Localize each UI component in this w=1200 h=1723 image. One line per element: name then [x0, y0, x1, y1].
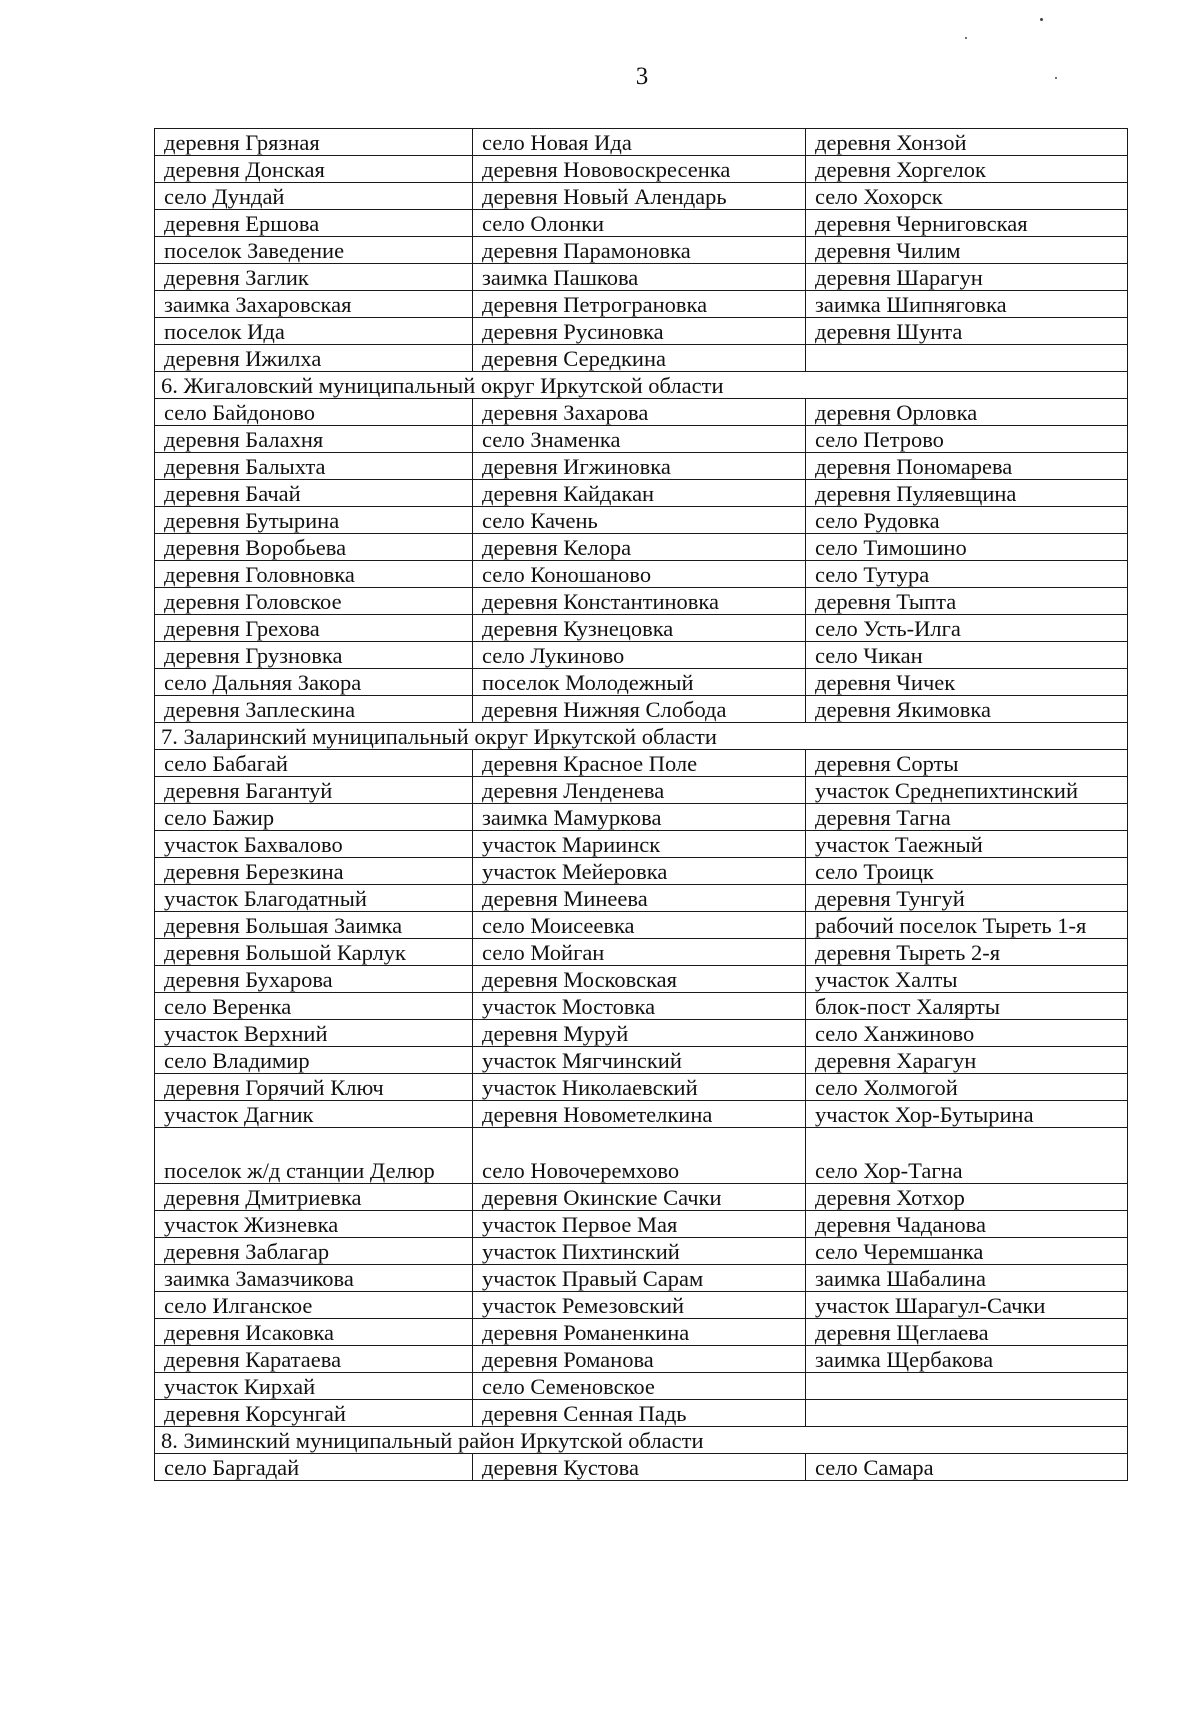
settlement-cell: деревня Большая Заимка	[155, 912, 473, 939]
settlement-cell: село Новочеремхово	[473, 1128, 806, 1184]
table-row	[155, 1184, 1128, 1211]
settlement-cell: деревня Середкина	[473, 345, 806, 372]
settlement-cell: деревня Тыпта	[806, 588, 1128, 615]
settlement-cell: село Мойган	[473, 939, 806, 966]
settlement-cell: деревня Минеева	[473, 885, 806, 912]
settlement-cell: деревня Харагун	[806, 1047, 1128, 1074]
table-row	[155, 156, 1128, 183]
settlement-cell: деревня Балыхта	[155, 453, 473, 480]
table-row	[155, 318, 1128, 345]
settlement-cell: село Ханжиново	[806, 1020, 1128, 1047]
settlement-cell: деревня Чичек	[806, 669, 1128, 696]
settlement-cell: село Знаменка	[473, 426, 806, 453]
settlement-cell: деревня Новый Алендарь	[473, 183, 806, 210]
section-heading: 7. Заларинский муниципальный округ Иркутской области	[155, 723, 1128, 750]
settlement-cell: деревня Чаданова	[806, 1211, 1128, 1238]
settlement-cell: село Усть-Илга	[806, 615, 1128, 642]
table-row	[155, 831, 1128, 858]
settlement-cell: село Владимир	[155, 1047, 473, 1074]
settlement-cell: деревня Пуляевщина	[806, 480, 1128, 507]
settlement-cell: деревня Хонзой	[806, 129, 1128, 156]
settlement-cell: село Холмогой	[806, 1074, 1128, 1101]
settlement-cell: деревня Тыреть 2-я	[806, 939, 1128, 966]
table-row	[155, 345, 1128, 372]
settlement-cell: деревня Большой Карлук	[155, 939, 473, 966]
settlement-cell: деревня Дмитриевка	[155, 1184, 473, 1211]
settlement-cell: участок Кирхай	[155, 1373, 473, 1400]
table-row	[155, 1101, 1128, 1128]
settlement-cell: деревня Черниговская	[806, 210, 1128, 237]
table-row	[155, 1238, 1128, 1265]
settlement-cell: поселок Заведение	[155, 237, 473, 264]
settlement-cell: заимка Щербакова	[806, 1346, 1128, 1373]
settlement-cell: село Троицк	[806, 858, 1128, 885]
settlement-cell: заимка Мамуркова	[473, 804, 806, 831]
settlement-cell: деревня Ленденева	[473, 777, 806, 804]
page-number: 3	[635, 63, 649, 90]
settlement-cell: деревня Романова	[473, 1346, 806, 1373]
scan-speck	[1040, 18, 1043, 21]
settlement-cell: деревня Пономарева	[806, 453, 1128, 480]
settlement-cell: село Семеновское	[473, 1373, 806, 1400]
settlement-cell: заимка Шабалина	[806, 1265, 1128, 1292]
table-row	[155, 1128, 1128, 1184]
table-row	[155, 1292, 1128, 1319]
settlement-cell: заимка Замазчикова	[155, 1265, 473, 1292]
settlement-cell: село Хохорск	[806, 183, 1128, 210]
settlement-cell: участок Первое Мая	[473, 1211, 806, 1238]
settlement-cell: деревня Якимовка	[806, 696, 1128, 723]
settlement-cell: деревня Бачай	[155, 480, 473, 507]
table-row	[155, 993, 1128, 1020]
settlement-cell: деревня Заблагар	[155, 1238, 473, 1265]
section-heading-row	[155, 723, 1128, 750]
settlement-cell: заимка Шипняговка	[806, 291, 1128, 318]
section-heading: 8. Зиминский муниципальный район Иркутской области	[155, 1427, 1128, 1454]
settlement-cell: участок Жизневка	[155, 1211, 473, 1238]
settlement-cell: деревня Романенкина	[473, 1319, 806, 1346]
table-row	[155, 777, 1128, 804]
settlement-cell: участок Дагник	[155, 1101, 473, 1128]
settlement-cell: деревня Багантуй	[155, 777, 473, 804]
table-row	[155, 1047, 1128, 1074]
settlement-cell: участок Благодатный	[155, 885, 473, 912]
settlement-cell: участок Шарагул-Сачки	[806, 1292, 1128, 1319]
table-row	[155, 534, 1128, 561]
table-row	[155, 264, 1128, 291]
table-row	[155, 669, 1128, 696]
settlement-cell: рабочий поселок Тыреть 1-я	[806, 912, 1128, 939]
settlement-cell: участок Таежный	[806, 831, 1128, 858]
settlement-cell: деревня Келора	[473, 534, 806, 561]
table-row	[155, 615, 1128, 642]
settlement-cell: деревня Чилим	[806, 237, 1128, 264]
settlement-cell: участок Мостовка	[473, 993, 806, 1020]
settlement-cell: деревня Игжиновка	[473, 453, 806, 480]
table-row	[155, 1265, 1128, 1292]
settlement-cell: участок Мягчинский	[473, 1047, 806, 1074]
settlement-cell: участок Среднепихтинский	[806, 777, 1128, 804]
settlement-cell: село Илганское	[155, 1292, 473, 1319]
table-row	[155, 1319, 1128, 1346]
table-row	[155, 912, 1128, 939]
settlement-cell: заимка Захаровская	[155, 291, 473, 318]
settlement-cell: деревня Бутырина	[155, 507, 473, 534]
settlement-cell: деревня Парамоновка	[473, 237, 806, 264]
table-row	[155, 966, 1128, 993]
settlement-cell: деревня Орловка	[806, 399, 1128, 426]
settlement-cell: село Байдоново	[155, 399, 473, 426]
settlement-cell: деревня Кустова	[473, 1454, 806, 1481]
settlement-cell: деревня Хотхор	[806, 1184, 1128, 1211]
settlement-cell: село Дальняя Закора	[155, 669, 473, 696]
table-row	[155, 696, 1128, 723]
settlement-cell: деревня Петрограновка	[473, 291, 806, 318]
table-row	[155, 480, 1128, 507]
settlement-cell: блок-пост Халярты	[806, 993, 1128, 1020]
settlement-cell	[806, 1373, 1128, 1400]
settlements-table	[154, 128, 1128, 1481]
settlement-cell: деревня Московская	[473, 966, 806, 993]
table-row	[155, 1211, 1128, 1238]
settlement-cell: село Моисеевка	[473, 912, 806, 939]
settlement-cell: село Тутура	[806, 561, 1128, 588]
settlement-cell: село Петрово	[806, 426, 1128, 453]
settlement-cell: участок Хор-Бутырина	[806, 1101, 1128, 1128]
settlement-cell: село Черемшанка	[806, 1238, 1128, 1265]
settlement-cell: деревня Шарагун	[806, 264, 1128, 291]
settlement-cell: деревня Грузновка	[155, 642, 473, 669]
settlement-cell: участок Мейеровка	[473, 858, 806, 885]
table-row	[155, 1346, 1128, 1373]
settlement-cell: деревня Воробьева	[155, 534, 473, 561]
table-row	[155, 426, 1128, 453]
settlement-cell: участок Правый Сарам	[473, 1265, 806, 1292]
settlement-cell: село Веренка	[155, 993, 473, 1020]
settlement-cell: деревня Муруй	[473, 1020, 806, 1047]
settlement-cell: деревня Заглик	[155, 264, 473, 291]
settlement-cell: участок Халты	[806, 966, 1128, 993]
table-row	[155, 1074, 1128, 1101]
settlement-cell	[806, 1400, 1128, 1427]
settlement-cell: участок Николаевский	[473, 1074, 806, 1101]
section-heading-row	[155, 372, 1128, 399]
table-row	[155, 453, 1128, 480]
settlement-cell: деревня Константиновка	[473, 588, 806, 615]
settlement-cell: участок Верхний	[155, 1020, 473, 1047]
settlement-cell: участок Ремезовский	[473, 1292, 806, 1319]
settlement-cell: село Коношаново	[473, 561, 806, 588]
settlement-cell: деревня Сенная Падь	[473, 1400, 806, 1427]
settlement-cell: деревня Балахня	[155, 426, 473, 453]
settlement-cell: деревня Каратаева	[155, 1346, 473, 1373]
settlement-cell: деревня Новометелкина	[473, 1101, 806, 1128]
settlement-cell	[806, 345, 1128, 372]
settlement-cell: деревня Головское	[155, 588, 473, 615]
settlement-cell: деревня Горячий Ключ	[155, 1074, 473, 1101]
table-row	[155, 237, 1128, 264]
table-row	[155, 1020, 1128, 1047]
settlement-cell: село Рудовка	[806, 507, 1128, 534]
settlement-cell: деревня Русиновка	[473, 318, 806, 345]
table-row	[155, 1373, 1128, 1400]
settlement-cell: деревня Нововоскресенка	[473, 156, 806, 183]
table-row	[155, 291, 1128, 318]
settlement-cell: деревня Бухарова	[155, 966, 473, 993]
settlement-cell: деревня Исаковка	[155, 1319, 473, 1346]
settlement-cell: деревня Шунта	[806, 318, 1128, 345]
settlement-cell: село Дундай	[155, 183, 473, 210]
settlements-table-body	[155, 129, 1128, 1481]
settlement-cell: деревня Кайдакан	[473, 480, 806, 507]
settlement-cell: деревня Щеглаева	[806, 1319, 1128, 1346]
settlement-cell: поселок ж/д станции Делюр	[155, 1128, 473, 1184]
settlement-cell: деревня Ижилха	[155, 345, 473, 372]
settlement-cell: деревня Корсунгай	[155, 1400, 473, 1427]
settlement-cell: село Лукиново	[473, 642, 806, 669]
table-row	[155, 885, 1128, 912]
settlement-cell: деревня Березкина	[155, 858, 473, 885]
table-row	[155, 507, 1128, 534]
settlement-cell: деревня Окинские Сачки	[473, 1184, 806, 1211]
scan-speck	[1055, 77, 1057, 79]
settlement-cell: деревня Ершова	[155, 210, 473, 237]
settlement-cell: деревня Нижняя Слобода	[473, 696, 806, 723]
table-row	[155, 210, 1128, 237]
section-heading: 6. Жигаловский муниципальный округ Иркутской области	[155, 372, 1128, 399]
settlement-cell: село Самара	[806, 1454, 1128, 1481]
settlement-cell: село Бажир	[155, 804, 473, 831]
settlement-cell: деревня Заплескина	[155, 696, 473, 723]
table-row	[155, 588, 1128, 615]
settlement-cell: село Тимошино	[806, 534, 1128, 561]
table-row	[155, 129, 1128, 156]
table-row	[155, 183, 1128, 210]
scan-speck	[965, 37, 967, 39]
settlement-cell: деревня Красное Поле	[473, 750, 806, 777]
settlement-cell: село Качень	[473, 507, 806, 534]
settlement-cell: деревня Головновка	[155, 561, 473, 588]
settlement-cell: село Олонки	[473, 210, 806, 237]
settlement-cell: деревня Тунгуй	[806, 885, 1128, 912]
table-row	[155, 561, 1128, 588]
settlement-cell: село Баргадай	[155, 1454, 473, 1481]
table-row	[155, 858, 1128, 885]
settlement-cell: поселок Ида	[155, 318, 473, 345]
settlement-cell: деревня Хоргелок	[806, 156, 1128, 183]
settlement-cell: деревня Кузнецовка	[473, 615, 806, 642]
settlement-cell: участок Пихтинский	[473, 1238, 806, 1265]
settlement-cell: участок Мариинск	[473, 831, 806, 858]
settlement-cell: деревня Грязная	[155, 129, 473, 156]
section-heading-row	[155, 1427, 1128, 1454]
settlement-cell: деревня Донская	[155, 156, 473, 183]
settlement-cell: село Бабагай	[155, 750, 473, 777]
table-row	[155, 399, 1128, 426]
settlement-cell: село Новая Ида	[473, 129, 806, 156]
settlement-cell: деревня Захарова	[473, 399, 806, 426]
settlement-cell: деревня Тагна	[806, 804, 1128, 831]
settlement-cell: село Чикан	[806, 642, 1128, 669]
settlement-cell: деревня Грехова	[155, 615, 473, 642]
table-row	[155, 750, 1128, 777]
table-row	[155, 1400, 1128, 1427]
settlement-cell: деревня Сорты	[806, 750, 1128, 777]
settlement-cell: заимка Пашкова	[473, 264, 806, 291]
settlement-cell: участок Бахвалово	[155, 831, 473, 858]
table-row	[155, 939, 1128, 966]
settlement-cell: село Хор-Тагна	[806, 1128, 1128, 1184]
table-row	[155, 804, 1128, 831]
table-row	[155, 1454, 1128, 1481]
settlement-cell: поселок Молодежный	[473, 669, 806, 696]
table-row	[155, 642, 1128, 669]
